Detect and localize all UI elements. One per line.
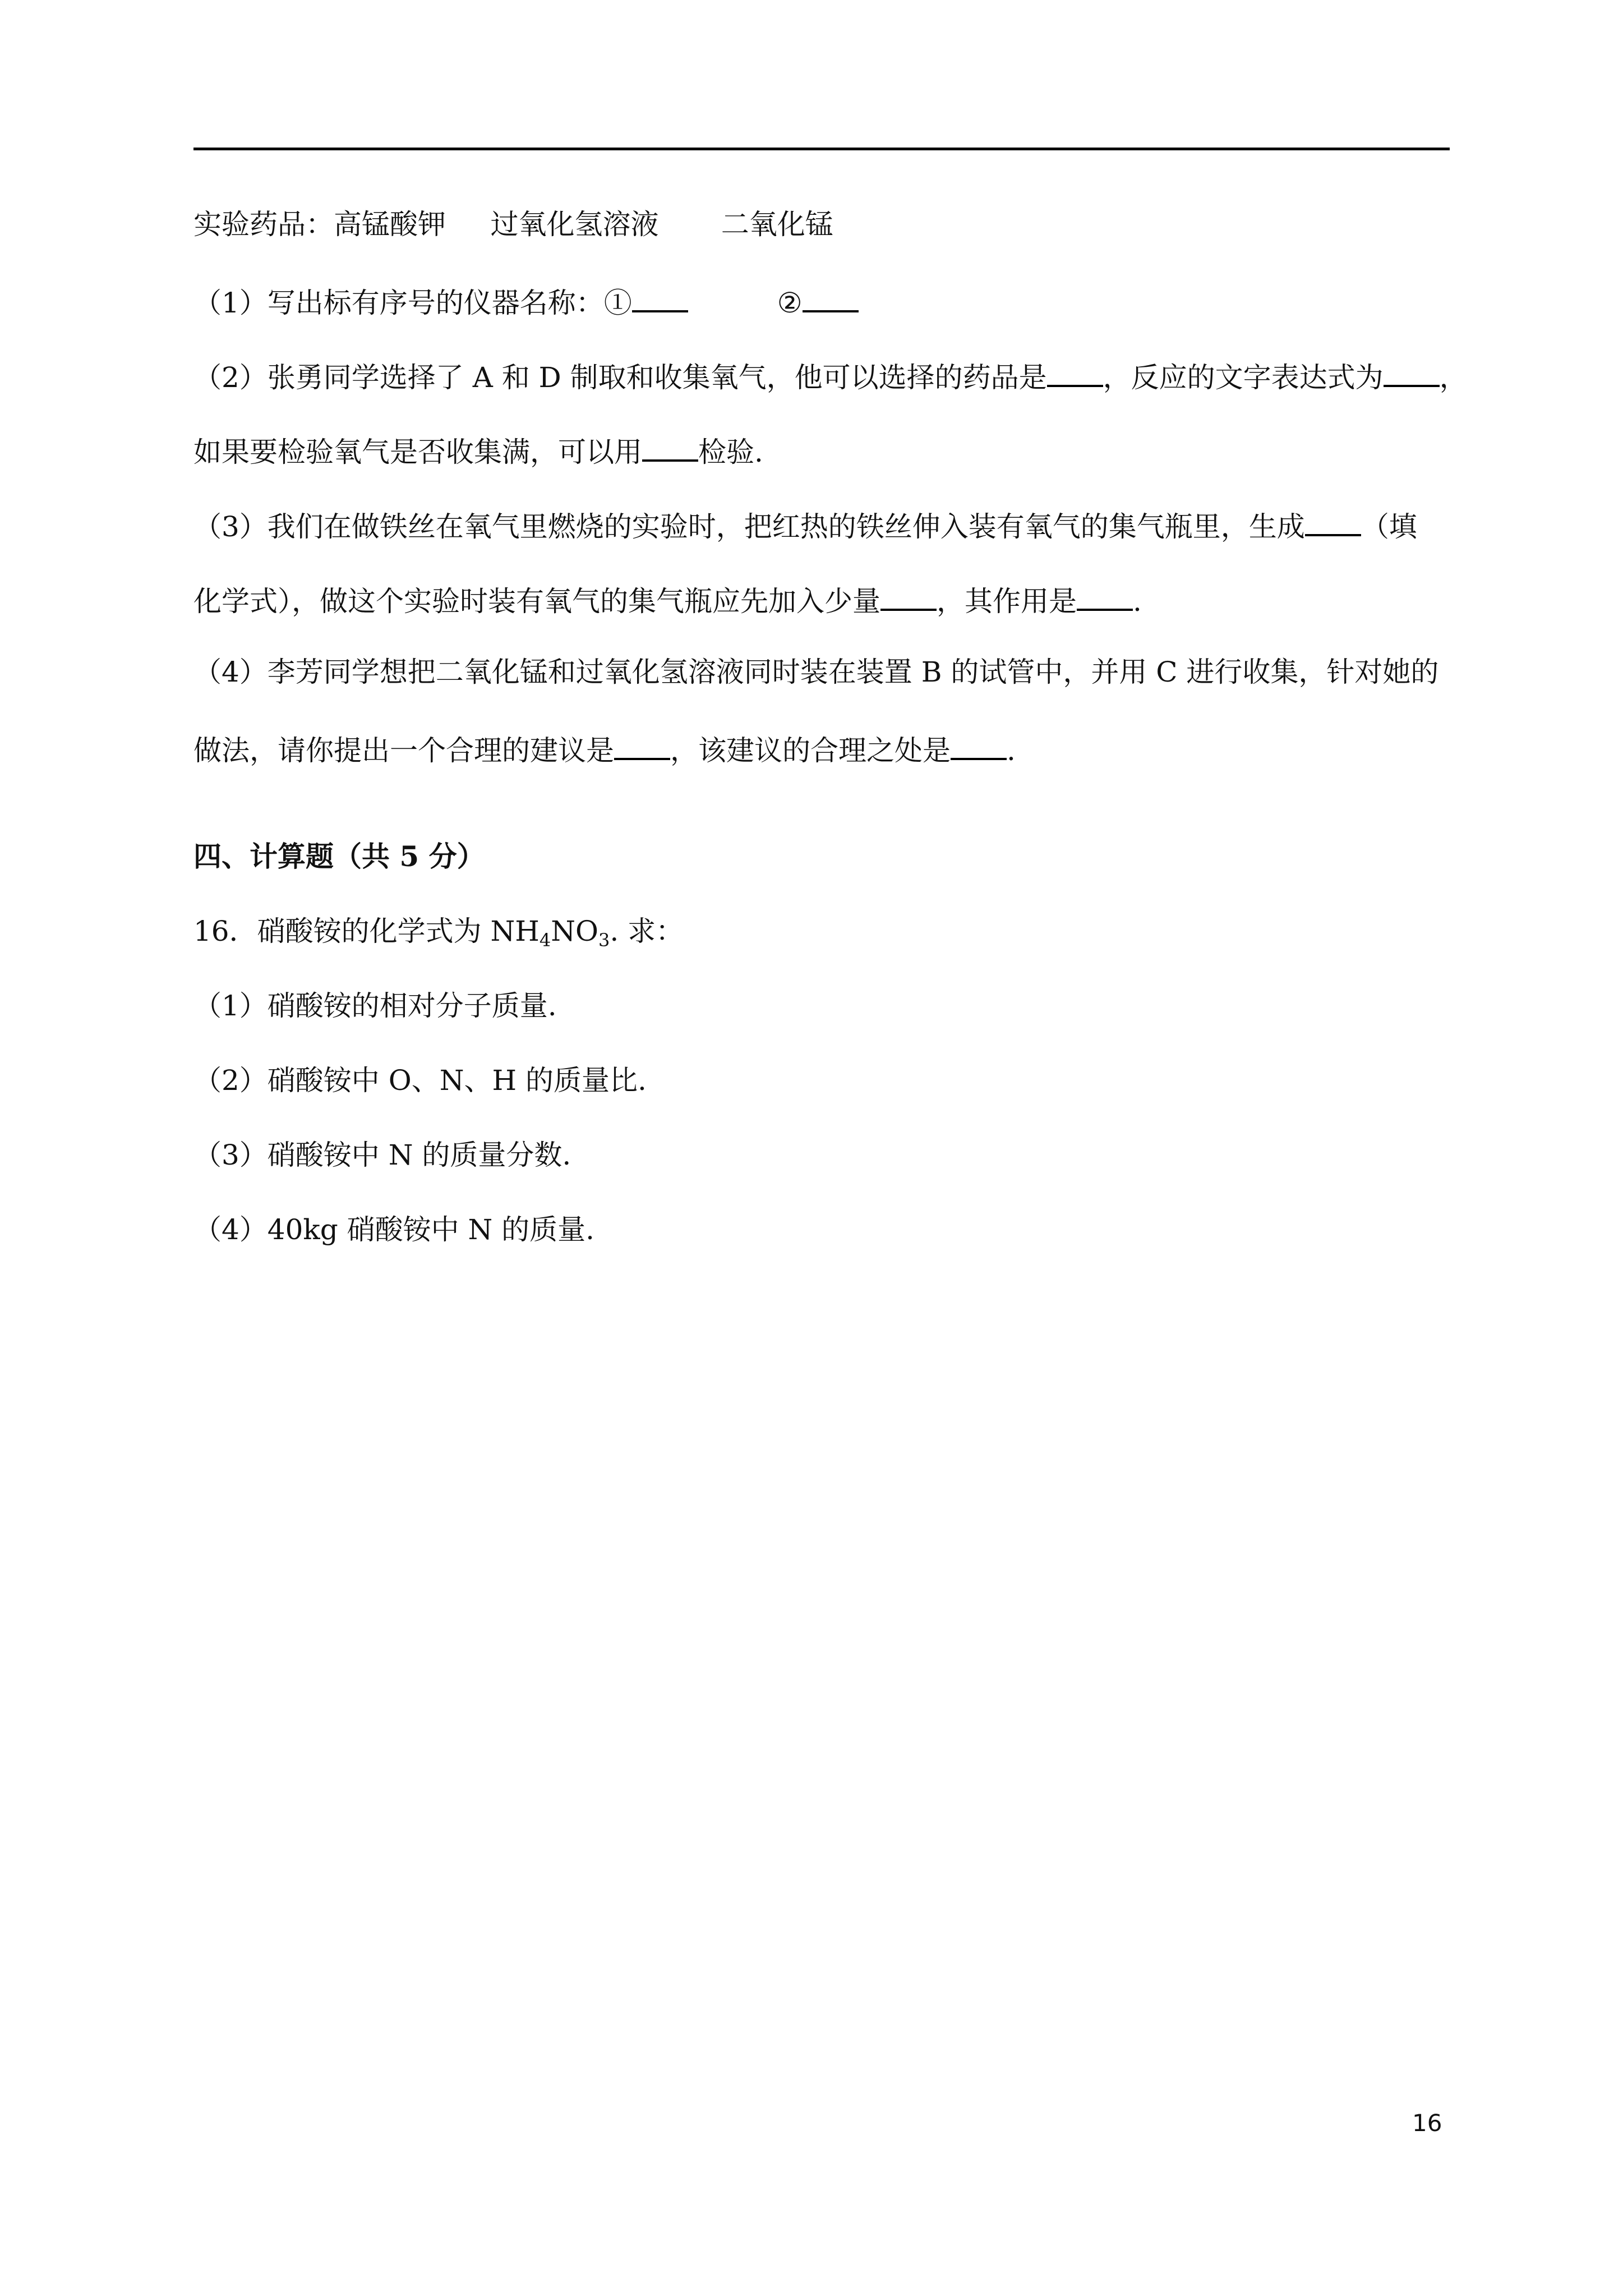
q15-part3: （3）我们在做铁丝在氧气里燃烧的实验时，把红热的铁丝伸入装有氧气的集气瓶里，生成 （填 化学式），做这个实验时装有氧气的集气瓶应先加入少量 ，其作用是 . — [193, 503, 1450, 617]
page-content — [193, 205, 1468, 1285]
answer-blank — [614, 727, 670, 760]
answer-blank — [1305, 503, 1361, 536]
q15-part1: （1）写出标有序号的仪器名称：① ② — [193, 279, 1450, 319]
answer-blank — [880, 578, 937, 611]
answer-blank — [1047, 354, 1103, 387]
q15-part2: （2）张勇同学选择了 A 和 D 制取和收集氧气，他可以选择的药品是 ，反应的文字表达式为 ， 如果要检验氧气是否收集满，可以用 检验. — [193, 354, 1450, 468]
section-heading: 四、计算题（共 5 分） — [193, 840, 485, 873]
answer-blank — [1077, 578, 1133, 611]
q16-item: （4）40kg 硝酸铵中 N 的质量. — [193, 1213, 595, 1246]
answer-blank — [803, 279, 859, 312]
answer-blank — [632, 279, 688, 312]
q16-item: （2）硝酸铵中 O、N、H 的质量比. — [193, 1064, 647, 1097]
answer-blank — [642, 429, 698, 462]
q16-stem: 16．硝酸铵的化学式为 $NH_4NO_3$. 求： — [193, 915, 684, 951]
header-rule — [193, 148, 1450, 150]
page-number: 16 — [1412, 2109, 1442, 2137]
q16-item: （1）硝酸铵的相对分子质量. — [193, 990, 557, 1022]
answer-blank — [951, 727, 1007, 760]
answer-blank — [1384, 354, 1440, 387]
q16-item: （3）硝酸铵中 N 的质量分数. — [193, 1139, 571, 1171]
q15-part4: （4）李芳同学想把二氧化锰和过氧化氢溶液同时装在装置 B 的试管中，并用 C 进行收集，针对她的 做法，请你提出一个合理的建议是 ，该建议的合理之处是 . — [193, 656, 1439, 767]
q15-reagents: 实验药品：高锰酸钾 过氧化氢溶液 二氧化锰 — [193, 208, 833, 241]
